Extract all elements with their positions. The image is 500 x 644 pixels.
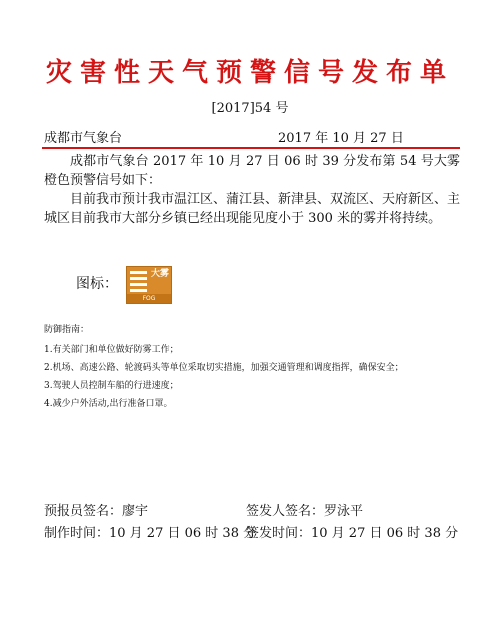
- bulletin-paragraph-2: 目前我市预计我市温江区、蒲江县、新津县、双流区、天府新区、主城区目前我市大部分乡镇已经出现能见度小于 300 米的雾并将持续。: [44, 192, 461, 226]
- guide-item: 3.驾驶人员控制车船的行进速度；: [44, 381, 179, 391]
- document-number: [2017]54 号: [211, 101, 289, 116]
- warning-icon-text: 大雾: [150, 269, 169, 279]
- document-title: 灾害性天气预警信号发布单: [45, 58, 454, 88]
- issue-date: 2017 年 10 月 27 日: [278, 131, 404, 146]
- issuer-name: 成都市气象台: [44, 131, 123, 146]
- made-time: 制作时间：10 月 27 日 06 时 38 分: [44, 526, 257, 541]
- defense-guide: [44, 324, 460, 416]
- guide-item: 2.机场、高速公路、轮渡码头等单位采取切实措施，加强交通管理和调度指挥，确保安全；: [44, 363, 404, 373]
- guide-item: 1.有关部门和单位做好防雾工作；: [44, 345, 179, 355]
- guide-item: 4.减少户外活动,出行准备口罩。: [44, 399, 173, 409]
- header-divider: [42, 147, 460, 149]
- icon-label: 图标：: [76, 276, 118, 292]
- fog-bars-icon: [130, 271, 147, 295]
- forecaster-signature: 预报员签名：廖宇: [44, 504, 149, 519]
- fog-orange-warning-icon: [126, 266, 172, 304]
- bulletin-paragraph-1: 成都市气象台 2017 年 10 月 27 日 06 时 39 分发布第 54 号大雾橙色预警信号如下：: [44, 154, 460, 188]
- warning-icon-strip: FOG: [127, 294, 171, 303]
- bulletin-body: [44, 152, 460, 228]
- signer-signature: 签发人签名：罗泳平: [246, 504, 364, 519]
- guide-heading: 防御指南：: [44, 325, 90, 335]
- issued-time: 签发时间：10 月 27 日 06 时 38 分: [246, 526, 459, 541]
